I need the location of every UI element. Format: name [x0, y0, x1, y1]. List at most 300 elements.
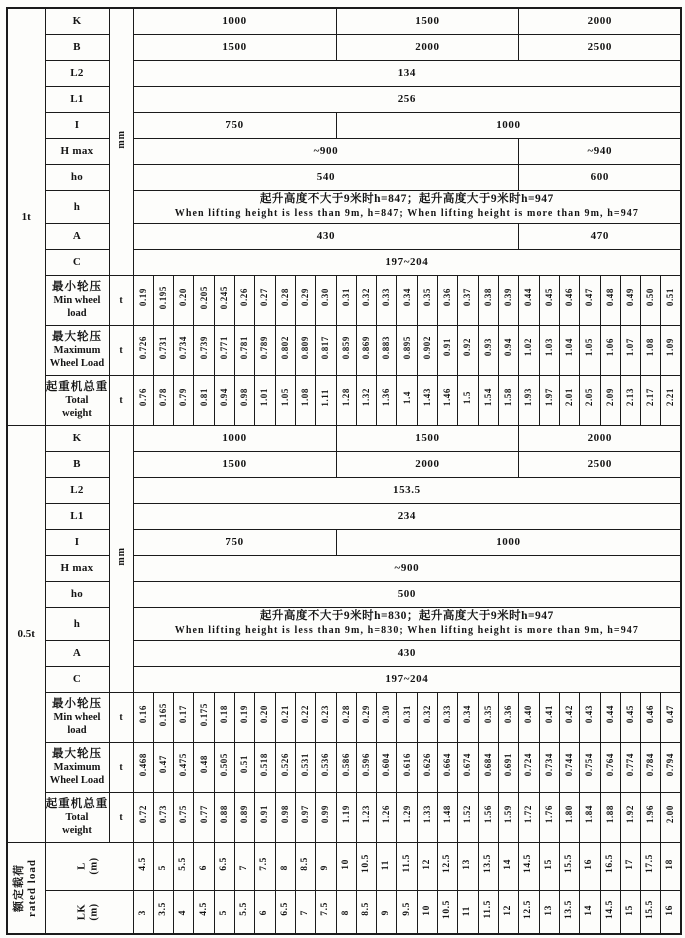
value-text: 1.23	[361, 805, 371, 824]
row-label: B	[45, 451, 109, 477]
value-cell	[539, 692, 559, 742]
lifting-height-note-en: When lifting height is less than 9m, h=847; When lifting height is more than 9m, h=947	[174, 208, 639, 219]
value-cell	[255, 742, 275, 792]
rated-load-text	[13, 859, 39, 917]
dim-value-cell: 430	[133, 223, 519, 249]
value-text: 0.29	[361, 705, 371, 724]
value-cell	[417, 325, 437, 375]
span-value-text: 9	[381, 910, 392, 916]
dim-value-cell: 1000	[336, 112, 681, 138]
value-text: 0.78	[157, 388, 168, 407]
value-text: 2.09	[604, 388, 615, 407]
dim-value-cell: 234	[133, 503, 681, 529]
dim-value-cell: 540	[133, 164, 519, 190]
span-value-cell	[295, 890, 315, 934]
value-cell	[641, 742, 661, 792]
span-value-cell	[214, 890, 234, 934]
value-text: 0.48	[604, 288, 615, 307]
span-value-text: 6.5	[279, 902, 290, 917]
value-cell	[295, 325, 315, 375]
span-row-letter: LK	[77, 903, 88, 920]
value-text: 0.734	[178, 335, 189, 360]
value-cell	[316, 375, 336, 425]
value-text: 1.5	[462, 390, 473, 405]
value-cell	[356, 325, 376, 375]
value-cell	[620, 375, 640, 425]
span-value-cell	[336, 890, 356, 934]
value-cell	[336, 692, 356, 742]
value-cell	[600, 325, 620, 375]
value-text: 0.802	[279, 335, 290, 360]
value-cell	[397, 275, 417, 325]
row-label: ho	[45, 164, 109, 190]
value-text: 0.531	[300, 752, 311, 777]
value-cell	[153, 375, 173, 425]
value-text: 0.29	[300, 288, 311, 307]
lifting-height-note-cell	[133, 607, 681, 640]
span-value-text: 5.5	[239, 902, 250, 917]
value-text: 1.11	[320, 388, 331, 407]
value-cell	[194, 325, 214, 375]
span-value-text: 12	[503, 905, 514, 916]
value-cell	[600, 742, 620, 792]
table-row	[7, 555, 681, 581]
value-text: 0.51	[239, 755, 250, 774]
span-value-text: 10.5	[442, 899, 453, 919]
value-text: 0.731	[157, 335, 168, 360]
span-value-text: 14	[584, 905, 595, 916]
span-value-text: 7.5	[320, 902, 331, 917]
value-text: 0.32	[361, 288, 371, 307]
value-cell	[661, 742, 681, 792]
span-value-text: 14.5	[523, 853, 534, 874]
value-text: 0.33	[381, 288, 392, 307]
dim-value-cell: ~940	[519, 138, 681, 164]
span-value-cell	[275, 842, 295, 890]
span-value-text: 7.5	[259, 856, 270, 871]
value-text: 0.245	[218, 285, 229, 310]
value-cell	[255, 375, 275, 425]
span-value-cell	[295, 842, 315, 890]
table-row	[7, 8, 681, 34]
span-value-cell	[600, 842, 620, 890]
span-value-cell	[600, 890, 620, 934]
value-cell	[194, 375, 214, 425]
value-cell	[417, 692, 437, 742]
value-text: 0.89	[239, 805, 250, 824]
value-text: 0.47	[584, 288, 595, 307]
value-text: 1.58	[503, 388, 514, 407]
value-cell	[458, 792, 478, 842]
table-row	[7, 503, 681, 529]
span-value-text: 16	[665, 905, 676, 916]
table-row	[7, 223, 681, 249]
load-row-label-en: weight	[62, 408, 92, 419]
value-text: 0.626	[421, 752, 432, 777]
span-value-cell	[214, 842, 234, 890]
table-row	[7, 792, 681, 842]
unit-mm-label: mm	[115, 129, 127, 149]
value-cell	[295, 792, 315, 842]
value-text: 1.88	[604, 805, 615, 824]
value-text: 1.33	[421, 805, 432, 824]
value-cell	[559, 742, 579, 792]
value-cell	[255, 275, 275, 325]
value-text: 2.13	[624, 388, 635, 407]
span-value-cell	[641, 842, 661, 890]
unit-t-label: t	[109, 325, 133, 375]
value-cell	[214, 325, 234, 375]
span-value-text: 10	[421, 905, 432, 916]
value-cell	[377, 692, 397, 742]
span-value-text: 8	[279, 864, 290, 870]
value-text: 1.09	[665, 338, 676, 357]
row-label: L2	[45, 477, 109, 503]
value-cell	[498, 325, 518, 375]
value-text: 0.72	[137, 805, 148, 824]
value-cell	[438, 275, 458, 325]
load-row-label-en: weight	[62, 825, 92, 836]
span-value-cell	[255, 890, 275, 934]
value-cell	[498, 692, 518, 742]
value-cell	[438, 792, 458, 842]
row-label: A	[45, 640, 109, 666]
span-value-cell	[397, 842, 417, 890]
value-cell	[458, 375, 478, 425]
span-value-text: 5	[157, 864, 168, 870]
dim-value-cell: 1500	[133, 451, 336, 477]
value-text: 0.93	[482, 338, 493, 357]
value-cell	[194, 692, 214, 742]
dim-value-cell: 2000	[336, 451, 519, 477]
row-label: K	[45, 8, 109, 34]
span-value-cell	[661, 890, 681, 934]
table-row	[7, 249, 681, 275]
value-cell	[133, 375, 153, 425]
span-value-text: 10	[340, 859, 351, 870]
value-cell	[580, 792, 600, 842]
value-cell	[458, 275, 478, 325]
value-cell	[174, 325, 194, 375]
load-row-label	[45, 325, 109, 375]
span-value-cell	[519, 842, 539, 890]
value-text: 0.859	[340, 335, 351, 360]
value-text: 0.20	[178, 288, 189, 307]
value-cell	[275, 742, 295, 792]
value-cell	[397, 792, 417, 842]
value-text: 1.46	[442, 388, 453, 407]
value-text: 0.73	[157, 805, 168, 824]
span-value-text: 8.5	[361, 902, 371, 917]
value-text: 0.468	[137, 752, 148, 777]
span-value-cell	[397, 890, 417, 934]
value-text: 0.684	[482, 752, 493, 777]
value-cell	[194, 275, 214, 325]
value-cell	[620, 325, 640, 375]
capacity-label: 0.5t	[7, 425, 45, 842]
value-cell	[397, 375, 417, 425]
value-cell	[580, 742, 600, 792]
dim-value-cell: 430	[133, 640, 681, 666]
value-cell	[295, 742, 315, 792]
value-cell	[356, 792, 376, 842]
span-value-text: 4	[178, 910, 189, 916]
table-row	[7, 666, 681, 692]
value-cell	[255, 325, 275, 375]
value-cell	[234, 375, 254, 425]
span-value-text: 16	[584, 859, 595, 870]
dim-value-cell: 1500	[336, 8, 519, 34]
load-row-label	[45, 792, 109, 842]
table-row	[7, 581, 681, 607]
value-cell	[559, 792, 579, 842]
value-text: 0.79	[178, 388, 189, 407]
value-cell	[498, 792, 518, 842]
value-cell	[275, 325, 295, 375]
value-cell	[478, 792, 498, 842]
value-text: 1.96	[645, 805, 656, 824]
value-text: 0.47	[157, 755, 168, 774]
value-text: 0.32	[421, 705, 432, 724]
value-cell	[478, 692, 498, 742]
value-cell	[336, 275, 356, 325]
dim-value-cell: 2000	[336, 34, 519, 60]
value-cell	[661, 275, 681, 325]
value-text: 0.37	[462, 288, 473, 307]
value-text: 0.604	[381, 752, 392, 777]
span-value-cell	[377, 890, 397, 934]
value-cell	[498, 375, 518, 425]
span-value-cell	[620, 890, 640, 934]
span-value-text: 5.5	[178, 856, 189, 871]
rated-load-wrap	[8, 843, 45, 933]
span-value-text: 11.5	[482, 899, 493, 919]
value-text: 0.38	[482, 288, 493, 307]
span-value-cell	[194, 890, 214, 934]
value-cell	[478, 275, 498, 325]
value-cell	[255, 692, 275, 742]
value-text: 0.36	[442, 288, 453, 307]
value-text: 0.30	[381, 705, 392, 724]
span-value-cell	[174, 842, 194, 890]
unit-t-label: t	[109, 742, 133, 792]
span-value-cell	[438, 890, 458, 934]
value-text: 0.27	[259, 288, 270, 307]
value-cell	[194, 792, 214, 842]
value-text: 2.17	[645, 388, 656, 407]
value-cell	[174, 692, 194, 742]
spec-table-body	[7, 8, 681, 934]
row-label: ho	[45, 581, 109, 607]
row-label: A	[45, 223, 109, 249]
value-text: 0.789	[259, 335, 270, 360]
span-value-text: 11	[462, 905, 473, 916]
lifting-height-note-zh: 起升高度不大于9米时h=830；起升高度大于9米时h=947	[259, 610, 554, 622]
span-value-cell	[234, 890, 254, 934]
value-cell	[214, 375, 234, 425]
value-text: 1.93	[523, 388, 534, 407]
value-cell	[275, 692, 295, 742]
value-cell	[153, 275, 173, 325]
value-cell	[356, 742, 376, 792]
span-value-cell	[194, 842, 214, 890]
span-value-text: 14.5	[604, 899, 615, 919]
value-text: 0.774	[624, 752, 635, 777]
value-text: 0.34	[401, 288, 412, 307]
value-text: 1.54	[482, 388, 493, 407]
row-label: K	[45, 425, 109, 451]
value-cell	[316, 692, 336, 742]
value-cell	[174, 275, 194, 325]
row-label: I	[45, 529, 109, 555]
value-cell	[438, 375, 458, 425]
value-text: 0.97	[300, 805, 311, 824]
value-cell	[153, 742, 173, 792]
value-cell	[580, 375, 600, 425]
dim-value-cell: 2000	[519, 8, 681, 34]
value-cell	[133, 692, 153, 742]
span-value-cell	[458, 842, 478, 890]
value-cell	[214, 792, 234, 842]
value-cell	[377, 275, 397, 325]
value-text: 0.45	[624, 705, 635, 724]
dim-value-cell: 1000	[336, 529, 681, 555]
dim-value-cell: ~900	[133, 138, 519, 164]
value-cell	[620, 692, 640, 742]
value-text: 0.23	[320, 705, 331, 724]
value-text: 0.44	[604, 705, 615, 724]
span-row-unit: (m)	[89, 903, 100, 921]
value-cell	[539, 275, 559, 325]
span-value-cell	[478, 890, 498, 934]
span-value-cell	[620, 842, 640, 890]
value-text: 0.518	[259, 752, 270, 777]
lifting-height-note-cell	[133, 190, 681, 223]
dim-value-cell: 750	[133, 112, 336, 138]
table-row	[7, 890, 681, 934]
value-cell	[295, 692, 315, 742]
load-row-label-zh: 最小轮压	[52, 698, 102, 710]
load-row-label-en: Min wheel	[53, 712, 101, 723]
value-cell	[600, 792, 620, 842]
dim-value-cell: 1500	[336, 425, 519, 451]
value-text: 1.19	[340, 805, 351, 824]
value-cell	[275, 275, 295, 325]
value-cell	[316, 275, 336, 325]
span-value-cell	[133, 842, 153, 890]
value-text: 1.08	[300, 388, 311, 407]
value-text: 1.04	[564, 338, 575, 357]
table-row	[7, 742, 681, 792]
span-value-text: 8.5	[300, 856, 311, 871]
value-cell	[214, 275, 234, 325]
load-row-label-en: Maximum	[53, 345, 101, 356]
value-cell	[417, 742, 437, 792]
value-text: 0.50	[645, 288, 656, 307]
value-text: 0.739	[198, 335, 209, 360]
row-label: h	[45, 607, 109, 640]
span-value-text: 4.5	[137, 856, 148, 871]
span-value-cell	[417, 890, 437, 934]
dim-value-cell: 2000	[519, 425, 681, 451]
value-cell	[234, 692, 254, 742]
value-cell	[519, 692, 539, 742]
row-label: H max	[45, 555, 109, 581]
unit-t-label: t	[109, 275, 133, 325]
unit-t-label: t	[109, 792, 133, 842]
table-row	[7, 60, 681, 86]
span-value-text: 12.5	[442, 853, 453, 874]
row-label: C	[45, 249, 109, 275]
value-cell	[377, 375, 397, 425]
value-text: 0.22	[300, 705, 311, 724]
table-row	[7, 842, 681, 890]
dim-value-cell: 134	[133, 60, 681, 86]
value-cell	[519, 325, 539, 375]
span-value-text: 18	[665, 859, 676, 870]
span-value-text: 9	[320, 864, 331, 870]
span-value-cell	[559, 890, 579, 934]
load-row-label-en: Wheel Load	[49, 358, 105, 369]
value-cell	[539, 742, 559, 792]
value-text: 0.44	[523, 288, 534, 307]
value-cell	[417, 375, 437, 425]
value-cell	[214, 692, 234, 742]
span-value-text: 7	[300, 910, 311, 916]
value-text: 0.764	[604, 752, 615, 777]
span-value-text: 11.5	[401, 854, 412, 873]
span-value-text: 8	[340, 910, 351, 916]
load-row-label-en: Wheel Load	[49, 775, 105, 786]
value-text: 1.32	[361, 388, 371, 407]
value-text: 0.19	[137, 288, 148, 307]
value-text: 0.664	[442, 752, 453, 777]
table-row	[7, 138, 681, 164]
value-cell	[377, 325, 397, 375]
value-cell	[600, 375, 620, 425]
value-cell	[661, 792, 681, 842]
value-cell	[641, 692, 661, 742]
value-text: 0.91	[442, 338, 453, 357]
span-row-label	[45, 890, 133, 934]
value-cell	[498, 742, 518, 792]
value-cell	[539, 375, 559, 425]
span-value-text: 17.5	[645, 853, 656, 874]
table-row	[7, 112, 681, 138]
span-value-text: 15	[543, 859, 554, 870]
value-text: 1.52	[462, 805, 473, 824]
value-text: 0.21	[279, 705, 290, 724]
value-cell	[519, 742, 539, 792]
dim-value-cell: 197~204	[133, 249, 681, 275]
dim-value-cell: 600	[519, 164, 681, 190]
value-cell	[600, 275, 620, 325]
value-cell	[174, 742, 194, 792]
table-row	[7, 607, 681, 640]
value-text: 0.691	[503, 752, 514, 777]
span-value-cell	[336, 842, 356, 890]
unit-cell	[109, 425, 133, 692]
value-cell	[316, 792, 336, 842]
value-text: 0.784	[645, 752, 656, 777]
span-value-text: 17	[624, 859, 635, 870]
span-value-text: 9.5	[401, 902, 412, 917]
value-text: 1.48	[442, 805, 453, 824]
load-row-label	[45, 375, 109, 425]
table-row	[7, 275, 681, 325]
capacity-label: 1t	[7, 8, 45, 425]
value-text: 0.781	[239, 335, 250, 360]
